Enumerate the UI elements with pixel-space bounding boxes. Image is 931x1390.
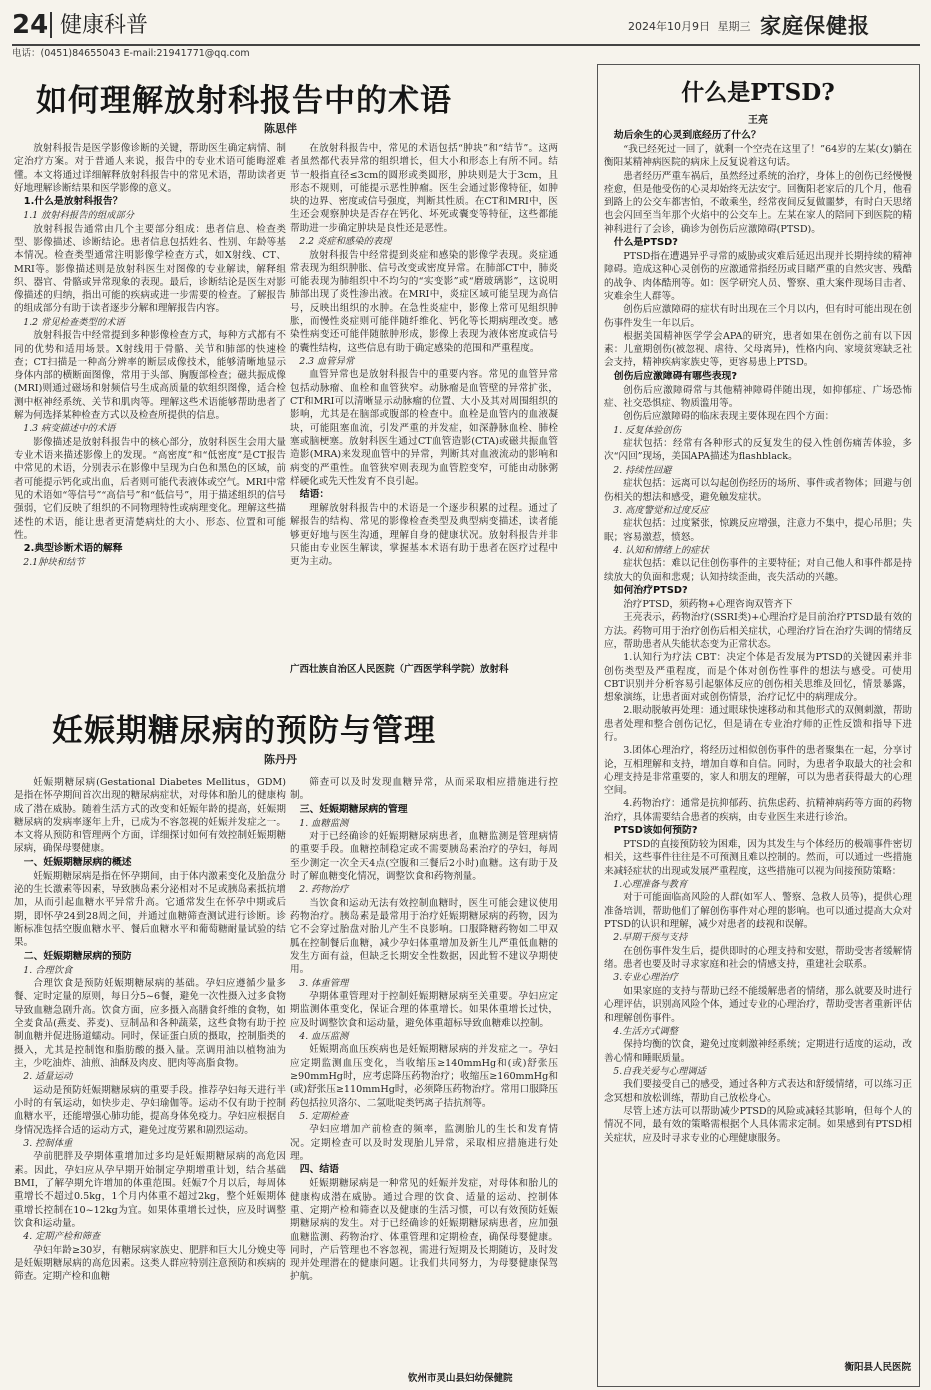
paragraph: 妊娠期糖尿病(Gestational Diabetes Mellitus，GDM)是指在怀孕期间首次出现的糖尿病症状，对母体和胎儿的健康构成了潜在威胁。随着生活方式的改变和妊娠年龄的提高，妊娠期糖尿病的发病率逐年上升，已成为不容忽视的妊娠并发症之一。本文将从预防和管理两个方面，详细探讨如何有效控制妊娠期糖尿病，确保母婴健康。 (14, 777, 286, 855)
paragraph: 妊娠期高血压疾病也是妊娠期糖尿病的并发症之一。孕妇应定期监测血压变化，当收缩压≥140mmHg和(或)舒张压≥90mmHg时，应考虑降压药物治疗；收缩压≥160mmHg和(或)舒张压≥110mmHg时，必须降压药物治疗。常用口服降压药包括拉贝洛尔、二氢吡啶类钙离子拮抗剂等。 (290, 1044, 559, 1109)
article-title: 妊娠期糖尿病的预防与管理 (52, 713, 436, 749)
subsection-heading: 1. 血糖监测 (299, 817, 349, 829)
subsection-heading: 1. 反复体验创伤 (613, 424, 681, 436)
subsection-heading: 1.1 放射科报告的组成部分 (23, 210, 135, 222)
paragraph: 筛查可以及时发现血糖异常，从而采取相应措施进行控制。 (290, 777, 558, 802)
paragraph: 2.眼动脱敏再处理：通过眼球快速移动和其他形式的双侧刺激，帮助患者处理和整合创伤记忆，但是请在专业治疗师的正性反馈和指导下进行。 (604, 705, 912, 743)
article-column-1 (14, 776, 286, 1284)
paragraph: 对于已经确诊的妊娠期糖尿病患者，血糖监测是管理病情的重要手段。血糖控制稳定或不需要胰岛素治疗的孕妇，每周至少测定一次全天4点(空腹和三餐后2小时)血糖。这有助于及时了解血糖变化情况，调整饮食和药物剂量。 (290, 831, 558, 882)
subsection-heading: 2. 持续性回避 (613, 464, 672, 476)
header-divider (50, 12, 52, 38)
paragraph: 王亮表示，药物治疗(SSRI类)+心理治疗是目前治疗PTSD最有效的方法。药物可用于治疗创伤后相关症状，心理治疗旨在治疗失调的情绪反应，帮助患者从失能状态变为正常状态。 (604, 612, 912, 650)
page-header (0, 0, 931, 60)
paragraph: 放射科报告中经常提到炎症和感染的影像学表现。炎症通常表现为组织肿胀、信号改变或密度异常。在肺部CT中，肺炎可能表现为肺组织中不均匀的“实变影”或“磨玻璃影”，这说明肺部出现了炎性渗出液。在MRI中，炎症区域可能呈现为高信号，反映出组织的水肿。在急性炎症中，影像上常可见组织肿胀，而慢性炎症则可能伴随纤维化、钙化等长期病理改变。感染性病变还可能伴随脓肿形成，影像上表现为液体密度或信号的囊性结构，这些信息有助于确定感染的范围和严重程度。 (290, 249, 558, 354)
subsection-heading: 3. 控制体重 (23, 1137, 73, 1149)
weekday-text: 星期三 (717, 20, 751, 33)
header-date (628, 18, 751, 34)
subsection-heading: 1.3 病变描述中的术语 (23, 423, 116, 435)
paragraph: 根据美国精神医学学会APA的研究，患者如果在创伤之前有以下因素：儿童期创伤(被忽视、虐待、父母离异)，性格内向、家境贫寒缺乏社会支持，精神疾病家族史等，更容易患上PTSD。 (604, 330, 912, 369)
section-heading: 一、妊娠期糖尿病的概述 (23, 856, 132, 868)
article-affiliation: 钦州市灵山县妇幼保健院 (408, 1373, 513, 1384)
section-heading: 创伤后应激障碍有哪些表现? (613, 370, 738, 382)
paragraph: 影像描述是放射科报告中的核心部分，放射科医生会用大量专业术语来描述影像上的发现。“高密度”和“低密度”是CT报告中常见的术语，分别表示在影像中呈现为白色和黑色的区域，前者可能提示钙化或出血，后者则可能代表液体或空气。MRI中常见的术语如“等信号”“高信号”和“低信号”，用于描述组织的信号强弱，它们反映了组织的不同物理特性或病理变化。理解这些描述性的术语，能让患者更清楚病灶的大小、形态、位置和可能性。 (14, 436, 286, 541)
section-heading: 1.什么是放射科报告？ (23, 196, 123, 208)
article-column-2 (290, 776, 558, 1284)
subsection-heading: 5. 定期检查 (299, 1110, 349, 1122)
paragraph: 对于可能面临高风险的人群(如军人、警察、急救人员等)，提供心理准备培训，帮助他们了解创伤事件对心理的影响。也可以通过提高大众对PTSD的认识和理解，减少对患者的歧视和误解。 (604, 892, 912, 931)
subsection-heading: 2.3 血管异常 (299, 355, 355, 367)
section-name: 健康科普 (60, 13, 149, 38)
paragraph: 当饮食和运动无法有效控制血糖时，医生可能会建议使用药物治疗。胰岛素是最常用于治疗妊娠期糖尿病的药物，因为它不会穿过胎盘对胎儿产生不良影响。口服降糖药物如二甲双胍在控制餐后血糖，减少孕妇体重增加及新生儿严重低血糖的发生方面有益，但缺乏长期安全性数据，因此暂不建议孕期使用。 (290, 897, 558, 976)
subsection-heading: 2.1肿块和结节 (23, 557, 85, 569)
subsection-heading: 3. 体重管理 (299, 977, 349, 989)
paragraph: 症状包括：经常有各种形式的反复发生的侵入性创伤痛苦体验，多次“闪回”现场，美国APA描述为flashblack。 (604, 438, 912, 463)
article-body (604, 129, 912, 1145)
paragraph: 放射科报告中经常提到多种影像检查方式，每种方式都有不同的优势和适用场景。X射线用于骨骼、关节和肺部的快速检查；CT扫描是一种高分辨率的断层成像技术，能够清晰地显示身体内部的横断面图像，常用于头部、胸腹部检查；磁共振成像(MRI)则通过磁场和射频信号生成高质量的软组织图像，适合检测中枢神经系统、关节和肌肉等。理解这些术语能够帮助患者了解为何选择某种检查方式以及检查所提供的信息。 (14, 330, 286, 422)
paragraph: 创伤后应激障碍常与其他精神障碍伴随出现，如抑郁症、广场恐怖症、社交恐惧症、物质滥用等。 (604, 384, 912, 410)
subsection-heading: 2. 适量运动 (23, 1071, 73, 1083)
section-heading: 二、妊娠期糖尿病的预防 (23, 950, 132, 962)
paragraph: 孕前肥胖及孕期体重增加过多均是妊娠期糖尿病的高危因素。因此，孕妇应从孕早期开始制定孕期增重计划，结合基础BMI，了解孕期允许增加的体重范围。妊娠7个月以后，每周体重增长不超过0.5kg，1个月内体重不超过2kg，整个妊娠期体重增长控制在10~12kg为宜。如果体重增长过快，应及时调整饮食和运动量。 (14, 1151, 286, 1229)
section-heading: 如何治疗PTSD? (613, 585, 688, 597)
article-ptsd (597, 64, 920, 1387)
subsection-heading: 2.2 炎症和感染的表现 (299, 236, 392, 248)
subsection-heading: 1.心理准备与教育 (613, 878, 688, 890)
subsection-heading: 4.生活方式调整 (613, 1025, 678, 1037)
paragraph: 1.认知行为疗法 CBT：决定个体是否发展为PTSD的关键因素并非创伤类型及严重程度，而是个体对创伤性事件的想法与感受。可使用 CBT识别并分析容易引起躯体反应的创伤相关思维及回忆，情景暴露，想象演练，让患者面对或创伤情景，治疗记忆中的病理成分。 (604, 652, 912, 704)
article-column-2 (290, 142, 558, 569)
paragraph: 创伤后应激障碍的临床表现主要体现在四个方面： (623, 411, 835, 423)
subsection-heading: 1.2 常见检查类型的术语 (23, 316, 125, 328)
paragraph: 患者经历严重车祸后，虽然经过系统的治疗，身体上的创伤已经慢慢痊愈，但是他受伤的心灵却始终无法安宁。回衡阳老家后的几个月，他看到路上的公交车都害怕，不敢乘坐，经常夜间反复做噩梦，有时白天思绪也会闪回至当年那个火焰中的公交车上。左某在家人的陪同下到医院的精神科进行了会诊，确诊为创伤后应激障碍(PTSD)。 (604, 170, 912, 235)
paragraph: 妊娠期糖尿病是一种常见的妊娠并发症，对母体和胎儿的健康构成潜在威胁。通过合理的饮食、适量的运动、控制体重、定期产检和筛查以及健康的生活习惯，可以有效预防妊娠期糖尿病的发生。对于已经确诊的妊娠期糖尿病患者，应加强血糖监测、药物治疗、体重管理和定期检查，确保母婴健康。同时，产后管理也不容忽视，需进行短期及长期随访，及时发现并处理潜在的健康问题。让我们共同努力，为母婴健康保驾护航。 (290, 1178, 558, 1283)
paragraph: 在放射科报告中，常见的术语包括“肿块”和“结节”。这两者虽然都代表异常的组织增长，但大小和形态上有所不同。结节一般指直径≤3cm的圆形或类圆形，肿块则是大于3cm，且形态不规则，可能提示恶性肿瘤。医生会通过影像特征，如肿块的边界、密度或信号强度，判断其性质。在CT和MRI中，医生还会观察肿块是否存在钙化、坏死或囊变等特征，这些都能帮助进一步确定肿块是良性还是恶性。 (290, 143, 558, 234)
section-heading: 三、妊娠期糖尿病的管理 (299, 803, 408, 815)
paragraph: 症状包括：难以记住创伤事件的主要特征；对自己他人和事件都是持续放大的负面和悲观；认知持续歪曲，丧失活动的兴趣。 (604, 558, 912, 583)
paragraph: 在创伤事件发生后，提供即时的心理支持和安慰，帮助受害者缓解情绪。患者也要及时寻求家庭和社会的情感支持，重建社会联系。 (604, 945, 912, 971)
subsection-heading: 2.早期干预与支持 (613, 932, 688, 944)
article-author: 陈丹丹 (264, 753, 297, 766)
article-title: 如何理解放射科报告中的术语 (36, 83, 452, 119)
paragraph: 理解放射科报告中的术语是一个逐步积累的过程。通过了解报告的结构、常见的影像检查类型及典型病变描述，读者能够更好地与医生沟通，理解自身的健康状况。放射科报告并非只能由专业医生解读，掌握基本术语有助于患者在医疗过程中更为主动。 (290, 503, 558, 568)
subsection-heading: 2. 药物治疗 (299, 884, 349, 896)
paragraph: 尽管上述方法可以帮助减少PTSD的风险或减轻其影响，但每个人的情况不同，最有效的策略需根据个人具体需求定制。如果感到有PTSD相关症状，应及时寻求专业的心理健康服务。 (604, 1106, 912, 1144)
article-title: 什么是PTSD? (681, 79, 835, 106)
paragraph: PTSD指在遭遇异乎寻常的威胁或灾难后延迟出现并长期持续的精神障碍。造成这种心灵创伤的应激通常指经历或目睹严重的自然灾害、残酷的战争、肉体酷刑等。如：医学研究人员、警察、重大案件现场目击者、灾难余生人群等。 (604, 251, 912, 302)
date-text: 2024年10月9日 (628, 20, 710, 33)
section-heading: 结语： (299, 489, 330, 501)
subsection-heading: 4. 血压监测 (299, 1030, 349, 1042)
paragraph: 我们要接受自己的感受，通过各种方式表达和舒缓情绪，可以练习正念冥想和放松训练，帮助自己放松身心。 (604, 1079, 912, 1104)
paragraph: 保持均衡的饮食，避免过度刺激神经系统；定期进行适度的运动，改善心情和睡眠质量。 (604, 1039, 912, 1064)
section-heading: 什么是PTSD? (613, 237, 678, 249)
paragraph: 孕妇应增加产前检查的频率，监测胎儿的生长和发育情况。定期检查可以及时发现胎儿异常，采取相应措施进行处理。 (290, 1124, 558, 1163)
paragraph: PTSD的直接预防较为困难，因为其发生与个体经历的极端事件密切相关，这些事件往往是不可预测且难以控制的。然而，可以通过一些措施来减轻症状的出现或发展严重程度，这些措施可以视为间接预防策略： (604, 839, 912, 877)
article-gdm (0, 700, 580, 1390)
page-number: 24 (12, 10, 49, 40)
article-affiliation: 广西壮族自治区人民医院（广西医学科学院）放射科 (290, 664, 509, 675)
subsection-heading: 3. 高度警觉和过度反应 (613, 504, 709, 516)
subsection-heading: 1. 合理饮食 (23, 964, 73, 976)
paragraph: “我已经死过一回了，就剩一个空壳在这里了！”64岁的左某(女)躺在衡阳某精神病医院的病床上反复说着这句话。 (604, 144, 912, 169)
paragraph: 血管异常也是放射科报告中的重要内容。常见的血管异常包括动脉瘤、血栓和血管狭窄。动脉瘤是血管壁的异常扩张，CT和MRI可以清晰显示动脉瘤的位置、大小及其对周围组织的影响，尤其是在脑部或腹部的检查中。血栓是血管内的血液凝块，可能阻塞血流，引发严重的并发症，如深静脉血栓、肺栓塞或脑梗塞。放射科医生通过CT血管造影(CTA)或磁共振血管造影(MRA)来发现血管中的异常，判断其对血液流动的影响和病变的严重性。血管狭窄则表现为血管腔变窄，可能由动脉粥样硬化或先天性发育不良引起。 (290, 369, 558, 487)
paragraph: 孕期体重管理对于控制妊娠期糖尿病至关重要。孕妇应定期监测体重变化，保证合理的体重增长。如果体重增长过快，应及时调整饮食和运动量，避免体重超标导致血糖难以控制。 (290, 991, 558, 1029)
paragraph: 放射科报告是医学影像诊断的关键，帮助医生确定病情、制定治疗方案。对于普通人来说，报告中的专业术语可能晦涩难懂。本文将通过详细解释放射科报告中的常见术语，帮助读者更好地理解诊断结果和医学影像的意义。 (14, 143, 286, 194)
paragraph: 妊娠期糖尿病是指在怀孕期间，由于体内激素变化及胎盘分泌的生长激素等因素，导致胰岛素分泌相对不足或胰岛素抵抗增加，从而引起血糖水平异常升高。它通常发生在怀孕中期或后期，即怀孕24到28周之间，并通过血糖筛查测试进行诊断。诊断标准包括空腹血糖水平、餐后血糖水平和葡萄糖耐量试验的结果。 (14, 870, 286, 949)
paragraph: 4.药物治疗：通常是抗抑郁药、抗焦虑药、抗精神病药等方面的药物治疗，具体需要结合患者的疾病，由专业医生来进行诊治。 (604, 798, 912, 823)
header-rule (12, 44, 920, 46)
paragraph: 合理饮食是预防妊娠期糖尿病的基础。孕妇应遵循少量多餐、定时定量的原则，每日分5~6餐，避免一次性摄入过多食物导致血糖急剧升高。饮食方面，应多摄入高膳食纤维的食物，如全麦食品(燕麦、荞麦)、豆制品和各种蔬菜，这些食物有助于控制血糖并促进肠道蠕动。同时，保证蛋白质的摄取，控制脂类的摄入，尤其是控制饱和脂肪酸的摄入量。烹调用油以植物油为主，少吃油炸、油煎、油酥及肉皮、肥肉等高脂食物。 (14, 978, 286, 1069)
subsection-heading: 5.自我关爱与心理调适 (613, 1065, 706, 1077)
paragraph: 孕妇年龄≥30岁，有糖尿病家族史、肥胖和巨大儿分娩史等是妊娠期糖尿病的高危因素。这类人群应特别注意预防和疾病的筛查。定期产检和血糖 (14, 1244, 286, 1283)
article-author: 陈思伴 (264, 122, 297, 135)
subsection-heading: 3.专业心理治疗 (613, 972, 678, 984)
paragraph: 如果家庭的支持与帮助已经不能缓解患者的情绪，那么就要及时进行心理评估，识别高风险个体，通过专业的心理治疗，帮助受害者重新评估和理解创伤事件。 (604, 985, 912, 1024)
paper-name: 家庭保健报 (760, 13, 870, 38)
paragraph: 放射科报告通常由几个主要部分组成：患者信息、检查类型、影像描述、诊断结论。患者信息包括姓名、性别、年龄等基本情况。检查类型通常注明影像学检查方式，如X射线、CT、MRI等。影像描述则是放射科医生对图像的专业解读，解释组织、器官、骨骼或异常现象的表现。最后，诊断结论是医生对影像描述的归纳，指出可能的疾病或进一步需要的检查。了解报告的组成部分有助于读者逐步分解和理解报告内容。 (14, 223, 286, 315)
article-affiliation: 衡阳县人民医院 (844, 1362, 911, 1373)
section-heading: 2.典型诊断术语的解释 (23, 543, 123, 555)
paragraph: 3.团体心理治疗，将经历过相似创伤事件的患者聚集在一起，分享讨论，互相理解和支持，增加自尊和自信。同时，为患者争取最大的社会和心理支持是非常重要的，家人和朋友的理解，可以为患者获得最大的心理空间。 (604, 745, 912, 797)
paragraph: 治疗PTSD，须药物+心理咨询双管齐下 (623, 599, 793, 611)
article-column-1 (14, 142, 286, 570)
article-radiology (0, 62, 580, 692)
section-heading: 四、结语 (299, 1164, 339, 1176)
article-author: 王亮 (748, 115, 768, 126)
paragraph: 创伤后应激障碍的症状有时出现在三个月以内，但有时可能出现在创伤事件发生一年以后。 (604, 304, 912, 329)
paragraph: 症状包括：过度紧张，惊跳反应增强，注意力不集中，提心吊胆；失眠；容易激惹，愤怒。 (604, 518, 912, 543)
paragraph: 症状包括：远离可以勾起创伤经历的场所、事件或者物体；回避与创伤相关的想法和感受，避免触发症状。 (604, 478, 912, 503)
contact-info: 电话：(0451)84655043 E-mail:21941771@qq.com (12, 48, 250, 59)
subsection-heading: 4. 定期产检和筛查 (23, 1231, 101, 1243)
section-heading: 劫后余生的心灵到底经历了什么？ (613, 130, 761, 141)
section-heading: PTSD该如何预防? (613, 825, 698, 837)
subsection-heading: 4. 认知和情绪上的症状 (613, 544, 709, 556)
paragraph: 运动是预防妊娠期糖尿病的重要手段。推荐孕妇每天进行半小时的有氧运动，如快步走、孕妇瑜伽等。运动不仅有助于控制血糖水平，还能增强心肺功能，提高身体免疫力。孕妇应根据自身情况选择合适的运动方式，避免过度劳累和剧烈运动。 (14, 1084, 286, 1136)
